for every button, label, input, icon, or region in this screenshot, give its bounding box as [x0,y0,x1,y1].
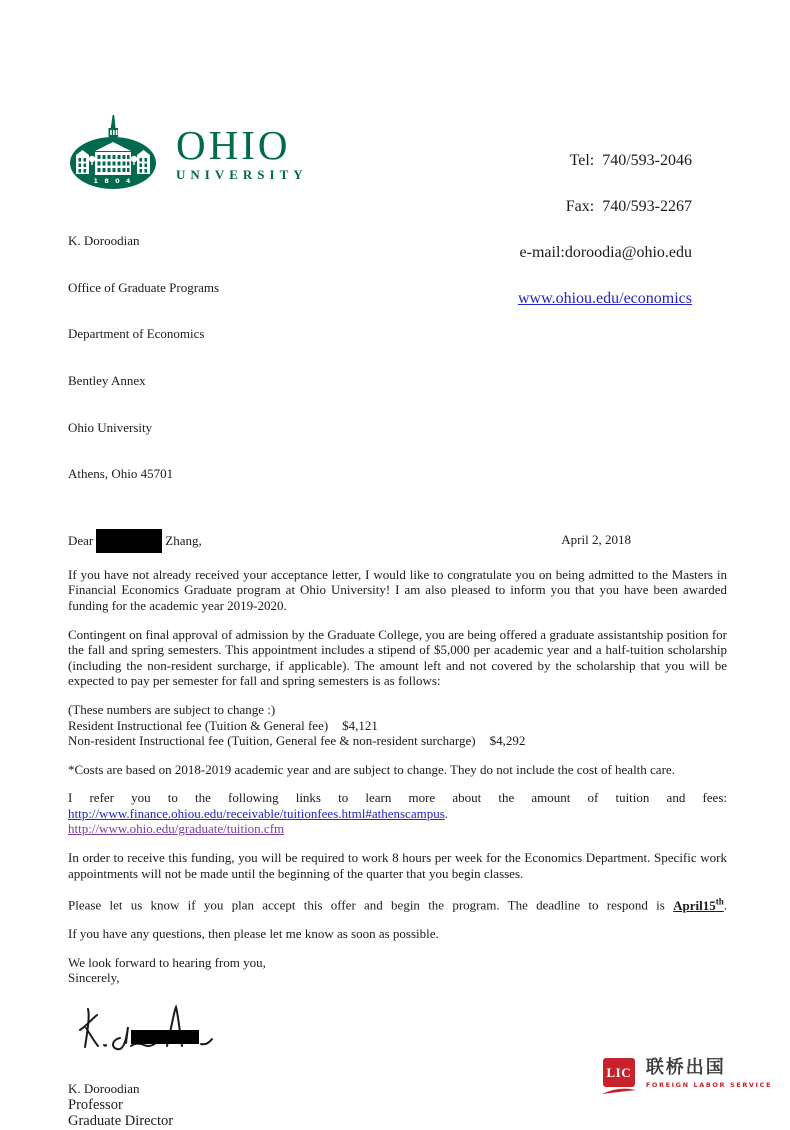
paragraph-links [68,790,727,837]
contact-tel: Tel: 740/593-2046 [569,151,692,169]
salutation-prefix: Dear [68,532,94,548]
agency-name-block [646,1058,772,1089]
sender-office: Office of Graduate Programs [68,279,220,295]
agency-brand [601,1058,772,1095]
sender-department: Department of Economics [68,326,205,342]
signoff-title-professor: Professor [68,1096,123,1113]
contact-fax: Fax: 740/593-2267 [565,198,692,216]
fee-label: Resident Instructional fee (Tuition & General fee) [68,717,329,733]
handwritten-signature [74,1003,224,1055]
deadline-date: April15th [673,896,724,913]
lic-swoosh-icon [601,1087,637,1095]
tuition-fees-link[interactable]: http://www.finance.ohiou.edu/receivable/tuitionfees.html#athenscampus [68,805,445,821]
signoff-name: K. Doroodian [68,1080,140,1096]
fees-note: (These numbers are subject to change :) [68,701,276,717]
fee-label: Non-resident Instructional fee (Tuition, General fee & non-resident surcharge) [68,733,476,749]
redacted-signature [131,1030,199,1044]
salutation-suffix: Zhang, [165,532,202,548]
fee-amount: $4,292 [489,733,526,749]
deadline-ordinal: th [715,896,724,907]
signoff-title-director: Graduate Director [68,1113,174,1130]
university-wordmark [176,122,308,183]
contact-block [518,122,692,338]
paragraph-deadline [68,894,727,913]
paragraph-offer: Contingent on final approval of admission by the Graduate College, you are being offered a graduate assistantship position for the fall and spring semesters. This appointment includes a stipend of $5,000 per academic year and a half-tuition scholarship (including the non-resident surcharge, if applicable). The amount left and not covered by the scholarship that you will be expected to pay per semester for fall and spring semesters is as follows: [68,626,727,689]
agency-name-chinese: 联桥出国 [645,1057,726,1078]
closing-block [68,955,727,986]
paragraph-congratulations: If you have not already received your acceptance letter, I would like to congratulate you on being admitted to the Masters in Financial Economics Graduate program at Ohio University! I am also pleased to inform you that you have been awarded funding for the academic year 2019-2020. [68,566,727,613]
fee-amount: $4,121 [342,717,378,733]
closing-line-2: Sincerely, [68,970,120,986]
sender-name: K. Doroodian [68,233,140,249]
closing-line-1: We look forward to hearing from you, [68,954,266,970]
salutation-row [68,528,727,554]
agency-tagline: FOREIGN LABOR SERVICE [645,1081,772,1089]
letter-date: April 2, 2018 [561,531,631,547]
link-period: . [444,805,449,821]
lic-abbrev: LIC [603,1058,635,1087]
wordmark-sub: UNIVERSITY [176,167,308,183]
fee-row-nonresident [68,733,727,749]
deadline-text: Please let us know if you plan accept this offer and begin the program. The deadline to respond is [68,897,665,913]
fees-section [68,702,727,749]
paragraph-questions: If you have any questions, then please let me know as soon as possible. [68,926,439,942]
sender-university: Ohio University [68,419,153,435]
ohio-university-seal-icon [68,115,160,193]
paragraph-work-requirement: In order to receive this funding, you will be required to work 8 hours per week for the Economics Department. Specific work appointments will not be made until the beginning of the quarter that you begin classes. [68,850,727,881]
fee-row-resident [68,718,727,734]
links-intro: I refer you to the following links to learn more about the amount of tuition and fees: [68,790,727,806]
contact-email: e-mail:doroodia@ohio.edu [519,244,692,262]
sender-city: Athens, Ohio 45701 [68,466,174,482]
seal-year: 1 8 0 4 [93,177,133,185]
deadline-period: . [723,897,728,913]
signature-ink-icon [74,1003,224,1055]
sender-building: Bentley Annex [68,372,146,388]
economics-website-link[interactable]: www.ohiou.edu/economics [517,290,692,308]
wordmark-main: OHIO [176,122,291,169]
graduate-tuition-link[interactable]: http://www.ohio.edu/graduate/tuition.cfm [68,821,285,837]
costs-note: *Costs are based on 2018-2019 academic year and are subject to change. They do not include the cost of health care. [68,761,675,777]
lic-logo-icon [601,1058,637,1095]
redacted-first-name [96,529,162,553]
